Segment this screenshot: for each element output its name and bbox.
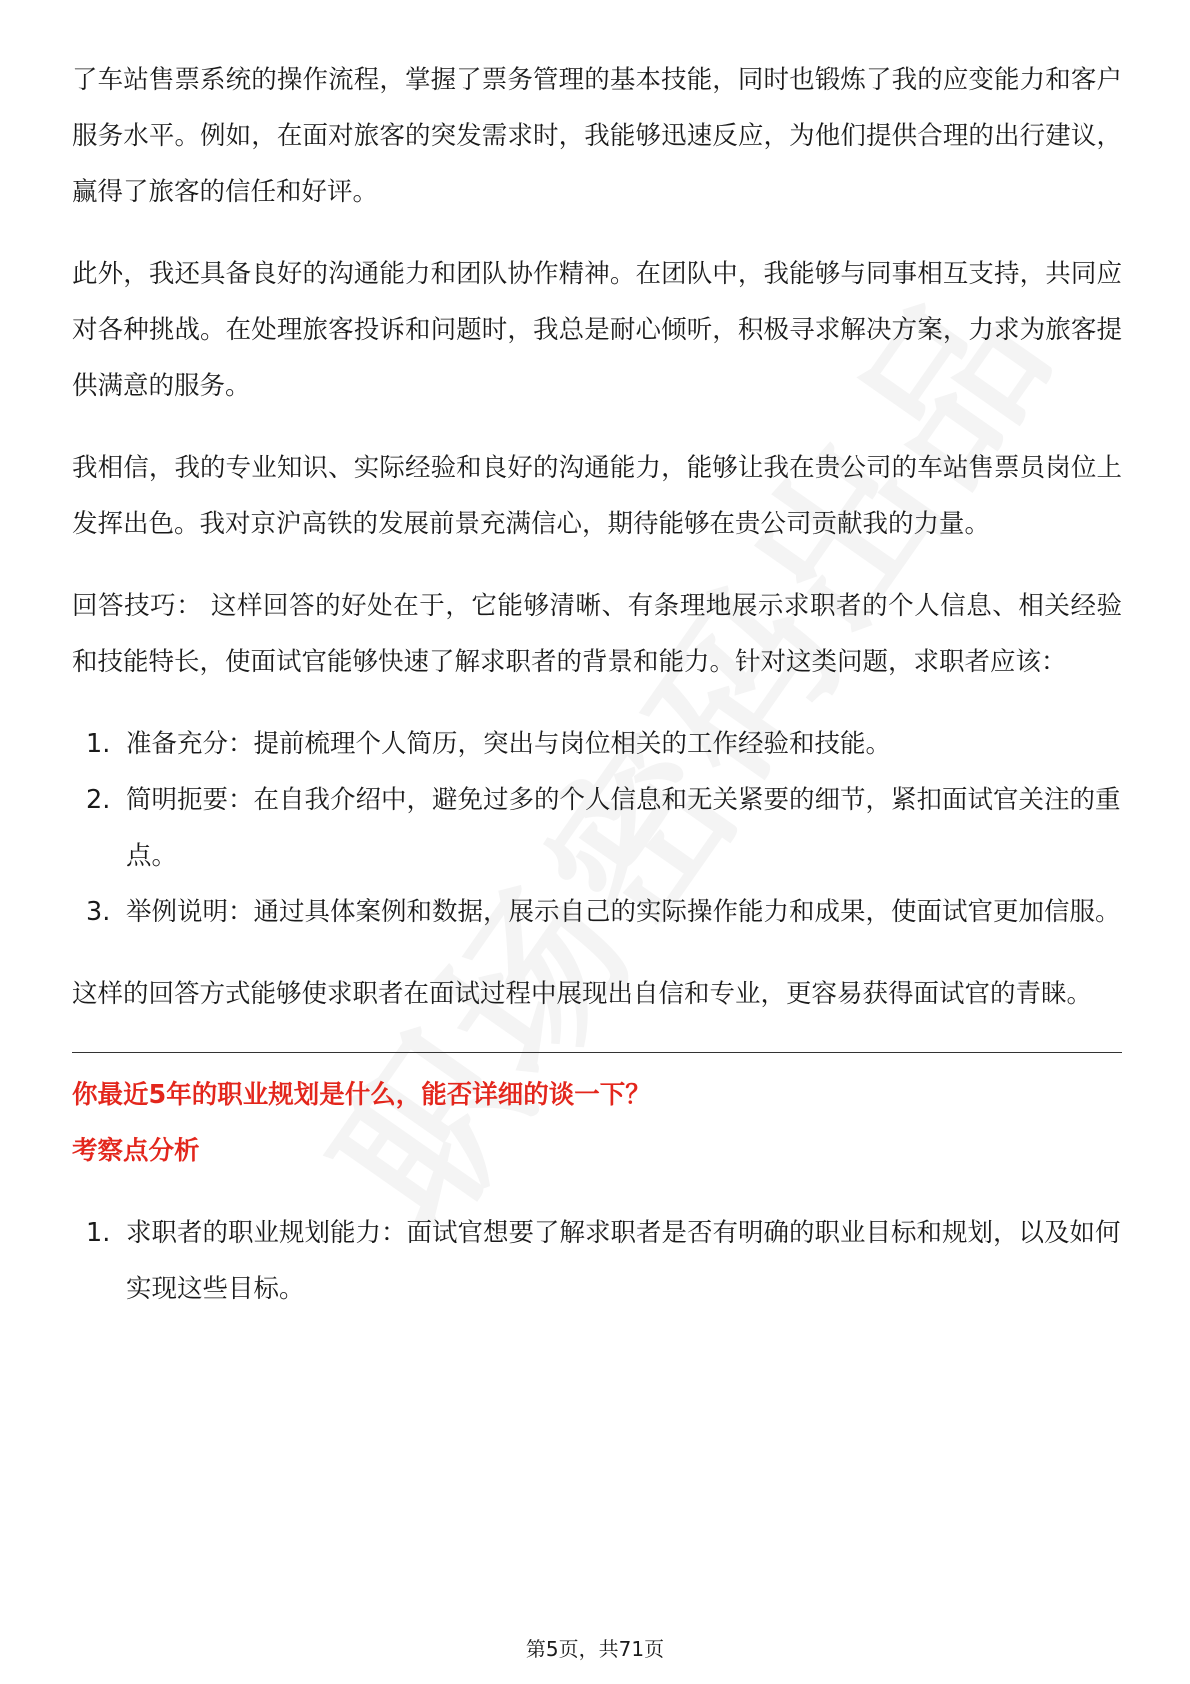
list-item-text: 准备充分：提前梳理个人简历，突出与岗位相关的工作经验和技能。 (126, 729, 892, 759)
list-item-text: 举例说明：通过具体案例和数据，展示自己的实际操作能力和成果，使面试官更加信服。 (126, 897, 1121, 927)
list-item-text: 简明扼要：在自我介绍中，避免过多的个人信息和无关紧要的细节，紧扣面试官关注的重点。 (126, 785, 1121, 871)
paragraph-communication: 此外，我还具备良好的沟通能力和团队协作精神。在团队中，我能够与同事相互支持，共同应对各种挑战。在处理旅客投诉和问题时，我总是耐心倾听，积极寻求解决方案，力求为旅客提供满意的服务。 (72, 259, 1122, 401)
document-page (72, 52, 1122, 1343)
analysis-heading: 考察点分析 (72, 1136, 200, 1166)
question-heading: 你最近5年的职业规划是什么，能否详细的谈一下？ (72, 1080, 651, 1110)
list-item (72, 772, 1122, 884)
list-number: 1. (86, 729, 111, 759)
list-number: 1. (86, 1218, 111, 1248)
closing-paragraph: 这样的回答方式能够使求职者在面试过程中展现出自信和专业，更容易获得面试官的青睐。 (72, 979, 1093, 1009)
list-item (72, 716, 1122, 772)
list-item (72, 884, 1122, 940)
section-divider (72, 1052, 1122, 1053)
list-number: 2. (86, 785, 111, 815)
list-number: 3. (86, 897, 111, 927)
analysis-list (72, 1205, 1122, 1317)
paragraph-conclusion: 我相信，我的专业知识、实际经验和良好的沟通能力，能够让我在贵公司的车站售票员岗位上发挥出色。我对京沪高铁的发展前景充满信心，期待能够在贵公司贡献我的力量。 (72, 453, 1122, 539)
page-number-footer: 第5页，共71页 (525, 1637, 665, 1661)
answer-tips-text: 这样回答的好处在于，它能够清晰、有条理地展示求职者的个人信息、相关经验和技能特长，使面试官能够快速了解求职者的背景和能力。针对这类问题，求职者应该： (72, 591, 1122, 677)
tips-list (72, 716, 1122, 940)
paragraph-experience: 了车站售票系统的操作流程，掌握了票务管理的基本技能，同时也锻炼了我的应变能力和客户服务水平。例如，在面对旅客的突发需求时，我能够迅速反应，为他们提供合理的出行建议，赢得了旅客的信任和好评。 (72, 65, 1122, 207)
answer-tips-paragraph (72, 578, 1122, 690)
answer-tips-label: 回答技巧： (72, 591, 203, 621)
list-item-text: 求职者的职业规划能力：面试官想要了解求职者是否有明确的职业目标和规划，以及如何实现这些目标。 (126, 1218, 1121, 1304)
list-item (72, 1205, 1122, 1317)
